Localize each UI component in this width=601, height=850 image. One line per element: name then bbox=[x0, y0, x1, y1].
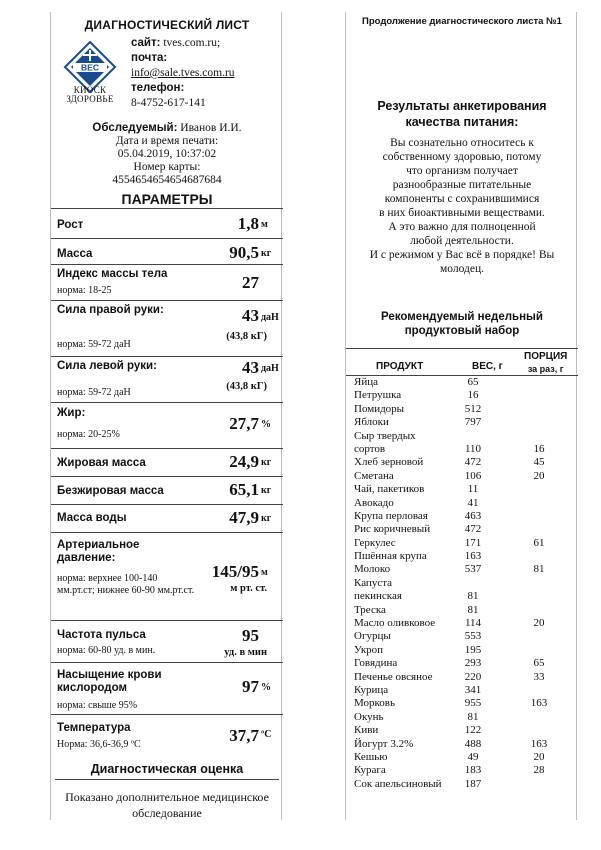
param-row bbox=[51, 476, 283, 504]
table-row bbox=[346, 724, 578, 737]
print-datetime: 05.04.2019, 10:37:02 bbox=[117, 148, 217, 160]
table-row bbox=[346, 657, 578, 670]
product-portion: 33 bbox=[533, 670, 545, 683]
product-name: Курица bbox=[354, 683, 389, 696]
param-name: Индекс массы тела bbox=[57, 268, 168, 280]
param-name: Сила левой руки: bbox=[57, 360, 157, 372]
phone-number: 8-4752-617-141 bbox=[131, 97, 206, 109]
product-weight: 41 bbox=[467, 496, 479, 509]
param-value: 47,9 bbox=[229, 508, 259, 527]
table-row bbox=[346, 563, 578, 576]
product-weight: 81 bbox=[467, 603, 479, 616]
survey-line: И с режимом у Вас всё в порядке! Вы bbox=[369, 249, 555, 261]
table-row bbox=[346, 470, 578, 483]
site-link[interactable]: tves.com.ru; bbox=[163, 37, 221, 49]
survey-line: в них биоактивными веществами. bbox=[379, 207, 545, 219]
params-list bbox=[51, 208, 283, 754]
product-portion: 163 bbox=[530, 737, 548, 750]
product-weight: 183 bbox=[464, 764, 482, 777]
site-label: сайт: bbox=[131, 37, 161, 49]
svg-text:ВЕС: ВЕС bbox=[81, 62, 99, 73]
product-name: Огурцы bbox=[354, 630, 391, 643]
param-unit: кг bbox=[261, 248, 272, 259]
product-weight: 472 bbox=[464, 523, 482, 536]
survey-result-text bbox=[346, 136, 578, 276]
divider bbox=[55, 779, 279, 780]
products-table bbox=[346, 348, 578, 791]
table-row bbox=[346, 550, 578, 563]
product-weight: 195 bbox=[464, 643, 482, 656]
product-weight: 187 bbox=[464, 777, 482, 790]
product-name: Крупа перловая bbox=[354, 509, 428, 522]
param-value: 145/95 bbox=[211, 562, 259, 581]
header-portion: ПОРЦИЯ за раз, г bbox=[524, 351, 568, 374]
product-weight: 11 bbox=[467, 483, 479, 496]
product-portion: 65 bbox=[533, 657, 545, 670]
table-row bbox=[346, 577, 578, 590]
param-norm: норма: 59-72 даН bbox=[57, 387, 131, 398]
survey-line: разнообразные питательные bbox=[392, 179, 532, 191]
param-norm: норма: верхнее 100-140 мм.рт.ст; нижнее 60-90 мм.рт.ст. bbox=[57, 573, 195, 596]
diagnosis-text: Показано дополнительное медицинское обследование bbox=[65, 790, 269, 820]
param-row bbox=[51, 532, 283, 620]
product-weight: 472 bbox=[464, 456, 482, 469]
param-name: Безжировая масса bbox=[57, 485, 164, 497]
product-portion: 20 bbox=[533, 617, 545, 630]
diagnostic-sheet bbox=[50, 12, 282, 820]
product-weight: 81 bbox=[467, 710, 479, 723]
product-name: Укроп bbox=[354, 643, 384, 656]
product-weight: 122 bbox=[464, 724, 482, 737]
header-weight: ВЕС, г bbox=[472, 361, 503, 372]
table-row bbox=[346, 443, 578, 456]
param-value: 1,8 bbox=[237, 214, 259, 233]
product-name: Масло оливковое bbox=[354, 617, 436, 630]
table-row bbox=[346, 416, 578, 429]
survey-line: А это важно для полноценной bbox=[388, 221, 536, 233]
param-value: 43 bbox=[242, 306, 259, 325]
table-row bbox=[346, 456, 578, 469]
product-weight: 293 bbox=[464, 657, 482, 670]
table-row bbox=[346, 537, 578, 550]
param-value: 97 bbox=[242, 677, 259, 696]
param-norm: Норма: 36,6-36,9 ºС bbox=[57, 739, 141, 750]
product-name: Курага bbox=[354, 764, 386, 777]
param-name: Сила правой руки: bbox=[57, 304, 164, 316]
table-row bbox=[346, 778, 578, 791]
table-row bbox=[346, 604, 578, 617]
product-name: Яблоки bbox=[354, 416, 389, 429]
product-name: Сок апельсиновый bbox=[354, 777, 442, 790]
patient-label: Обследуемый: bbox=[92, 122, 178, 134]
param-value: 27 bbox=[242, 273, 259, 292]
product-name: Печенье овсяное bbox=[354, 670, 433, 683]
product-weight: 114 bbox=[464, 617, 482, 630]
product-weight: 955 bbox=[464, 697, 482, 710]
param-unit: кг bbox=[261, 513, 272, 524]
product-name: Говядина bbox=[354, 657, 398, 670]
param-norm: норма: 59-72 даН bbox=[57, 339, 131, 350]
header-product: ПРОДУКТ bbox=[376, 361, 424, 372]
table-row bbox=[346, 711, 578, 724]
table-row bbox=[346, 430, 578, 443]
table-body bbox=[346, 376, 578, 791]
phone-label: телефон: bbox=[131, 82, 185, 94]
param-row bbox=[51, 300, 283, 356]
param-unit: м bbox=[261, 219, 268, 230]
product-name: Капуста bbox=[354, 576, 393, 589]
param-name: Масса bbox=[57, 248, 93, 260]
param-value: 65,1 bbox=[229, 480, 259, 499]
patient-block bbox=[51, 122, 283, 187]
product-name: Рис коричневый bbox=[354, 523, 431, 536]
param-sub-value: (43,8 кГ) bbox=[226, 381, 267, 392]
product-name: Яйца bbox=[354, 376, 378, 388]
product-weight: 163 bbox=[464, 550, 482, 563]
param-row bbox=[51, 208, 283, 238]
param-value: 27,7 bbox=[229, 414, 259, 433]
param-unit: даН bbox=[261, 363, 279, 374]
table-row bbox=[346, 510, 578, 523]
card-number: 4554654654654687684 bbox=[112, 174, 222, 186]
param-norm: норма: 60-80 уд. в мин. bbox=[57, 645, 156, 656]
param-sub-value: м рт. ст. bbox=[230, 583, 267, 594]
product-weight: 110 bbox=[464, 442, 482, 455]
product-name: сортов bbox=[354, 442, 386, 455]
product-name: Геркулес bbox=[354, 536, 396, 549]
table-row bbox=[346, 376, 578, 389]
product-portion: 163 bbox=[530, 697, 548, 710]
table-row bbox=[346, 697, 578, 710]
product-portion: 81 bbox=[533, 563, 545, 576]
param-value: 90,5 bbox=[229, 243, 259, 262]
table-row bbox=[346, 751, 578, 764]
product-name: пекинская bbox=[354, 590, 402, 603]
param-row bbox=[51, 448, 283, 476]
table-row bbox=[346, 590, 578, 603]
param-value: 95 bbox=[242, 626, 259, 645]
product-weight: 220 bbox=[464, 670, 482, 683]
table-row bbox=[346, 389, 578, 402]
product-name: Хлеб зерновой bbox=[354, 456, 424, 469]
param-norm: норма: 20-25% bbox=[57, 429, 120, 440]
product-portion: 20 bbox=[533, 750, 545, 763]
diagnostic-sheet-continuation bbox=[345, 12, 577, 820]
param-name: Жир: bbox=[57, 407, 86, 419]
survey-line: любой деятельности. bbox=[410, 235, 514, 247]
product-weight: 106 bbox=[464, 469, 482, 482]
mail-link[interactable]: info@sale.tves.com.ru bbox=[131, 67, 235, 79]
product-name: Помидоры bbox=[354, 402, 405, 415]
param-name: Рост bbox=[57, 219, 84, 231]
product-name: Окунь bbox=[354, 710, 384, 723]
table-row bbox=[346, 497, 578, 510]
param-row bbox=[51, 620, 283, 662]
param-unit: ºС bbox=[261, 729, 272, 740]
param-row bbox=[51, 714, 283, 754]
param-unit: кг bbox=[261, 457, 272, 468]
product-name: Йогурт 3.2% bbox=[354, 737, 414, 750]
continuation-title: Продолжение диагностического листа №1 bbox=[362, 16, 562, 27]
table-row bbox=[346, 617, 578, 630]
param-norm: норма: 18-25 bbox=[57, 285, 112, 296]
logo-caption: КИОСК ЗДОРОВЬЕ bbox=[66, 85, 114, 104]
param-row bbox=[51, 662, 283, 714]
table-row bbox=[346, 684, 578, 697]
table-row bbox=[346, 764, 578, 777]
product-name: Кешью bbox=[354, 750, 388, 763]
param-norm: норма: свыше 95% bbox=[57, 700, 138, 711]
print-label: Дата и время печати: bbox=[115, 135, 219, 147]
product-portion: 45 bbox=[533, 456, 545, 469]
param-name: Артериальное давление: bbox=[57, 539, 140, 564]
contacts-block bbox=[131, 36, 281, 111]
param-unit: кг bbox=[261, 485, 272, 496]
survey-line: молодец. bbox=[439, 263, 485, 275]
survey-line: Вы сознательно относитесь к bbox=[390, 137, 534, 149]
param-name: Температура bbox=[57, 722, 131, 734]
param-sub-value: (43,8 кГ) bbox=[226, 331, 267, 342]
product-weight: 341 bbox=[464, 683, 482, 696]
product-name: Молоко bbox=[354, 563, 391, 576]
product-weight: 171 bbox=[464, 536, 482, 549]
param-row bbox=[51, 402, 283, 448]
param-row bbox=[51, 356, 283, 402]
product-weight: 16 bbox=[467, 389, 479, 402]
product-name: Чай, пакетиков bbox=[354, 483, 425, 496]
card-label: Номер карты: bbox=[133, 161, 201, 173]
product-weight: 463 bbox=[464, 509, 482, 522]
table-row bbox=[346, 403, 578, 416]
product-weight: 49 bbox=[467, 750, 479, 763]
product-portion: 20 bbox=[533, 469, 545, 482]
product-weight: 512 bbox=[464, 402, 482, 415]
survey-line: компоненты с сохранившимися bbox=[384, 193, 540, 205]
product-portion: 28 bbox=[533, 764, 545, 777]
survey-title: Результаты анкетирования качества питания: bbox=[377, 99, 547, 129]
product-name: Пшённая крупа bbox=[354, 550, 427, 563]
product-name: Сыр твердых bbox=[354, 429, 416, 442]
table-row bbox=[346, 630, 578, 643]
patient-name: Иванов И.И. bbox=[180, 122, 242, 134]
product-portion: 61 bbox=[533, 536, 545, 549]
param-value: 24,9 bbox=[229, 452, 259, 471]
param-value: 43 bbox=[242, 358, 259, 377]
param-value: 37,7 bbox=[229, 726, 259, 745]
param-row bbox=[51, 264, 283, 300]
mail-label: почта: bbox=[131, 52, 168, 64]
param-unit: % bbox=[261, 419, 271, 430]
product-weight: 81 bbox=[467, 590, 479, 603]
product-name: Треска bbox=[354, 603, 386, 616]
param-sub-value: уд. в мин bbox=[224, 647, 267, 658]
product-name: Петрушка bbox=[354, 389, 402, 402]
product-name: Киви bbox=[354, 724, 379, 737]
param-row bbox=[51, 238, 283, 264]
product-weight: 553 bbox=[464, 630, 482, 643]
table-row bbox=[346, 523, 578, 536]
table-row bbox=[346, 644, 578, 657]
diagnosis-title: Диагностическая оценка bbox=[90, 762, 244, 776]
sheet-title: ДИАГНОСТИЧЕСКИЙ ЛИСТ bbox=[84, 18, 250, 32]
recommended-set-title: Рекомендуемый недельный продуктовый набор bbox=[381, 311, 543, 337]
param-name: Жировая масса bbox=[57, 457, 146, 469]
product-weight: 488 bbox=[464, 737, 482, 750]
product-weight: 537 bbox=[464, 563, 482, 576]
product-name: Морковь bbox=[354, 697, 396, 710]
table-row bbox=[346, 738, 578, 751]
product-name: Сметана bbox=[354, 469, 394, 482]
table-header bbox=[346, 348, 578, 376]
product-portion: 16 bbox=[533, 442, 545, 455]
table-row bbox=[346, 671, 578, 684]
param-name: Насыщение крови кислородом bbox=[57, 669, 162, 694]
survey-line: собственному здоровью, потому bbox=[382, 151, 542, 163]
param-unit: м bbox=[261, 567, 268, 578]
product-name: Авокадо bbox=[354, 496, 394, 509]
params-title: ПАРАМЕТРЫ bbox=[121, 191, 213, 207]
survey-line: что организм получает bbox=[406, 165, 518, 177]
param-name: Частота пульса bbox=[57, 629, 146, 641]
param-unit: даН bbox=[261, 312, 279, 323]
product-weight: 797 bbox=[464, 416, 482, 429]
param-name: Масса воды bbox=[57, 512, 127, 524]
table-row bbox=[346, 483, 578, 496]
param-unit: % bbox=[261, 682, 271, 693]
product-weight: 65 bbox=[467, 376, 479, 388]
param-row bbox=[51, 504, 283, 532]
